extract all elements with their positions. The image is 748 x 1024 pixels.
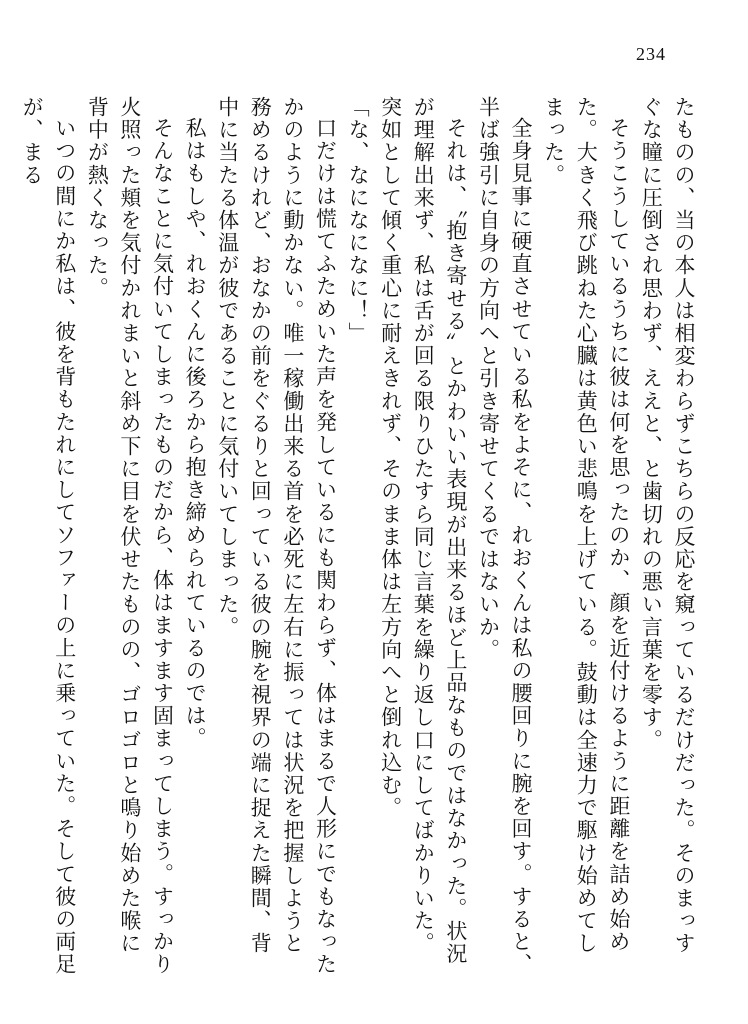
paragraph: 私はもしや、れおくんに後ろから抱き締められているのでは。: [183, 117, 208, 750]
page-number: 234: [636, 44, 666, 64]
paragraph: 突如として傾く重心に耐えきれず、そのまま体は左方向へと倒れ込む。: [378, 96, 403, 820]
paragraph: そんなことに気付いてしまったものだから、体はますます固まってしまう。すっかり火照った頬を気付かれまいと斜め下に目を伏せたものの、ゴロゴロと鳴り始めた喉に背中が熱くなった。: [85, 96, 175, 976]
paragraph: 口だけは慌てふためいた声を発しているにも関わらず、体はまるで人形にでもなったかのように動かない。唯一稼働出来る首を必死に左右に振っては状況を把握しようと務めるけれど、おなかの前をぐるりと回っている彼の腕を視界の端に捉えた瞬間、背中に当たる体温が彼であることに気付いてしまった。: [215, 96, 338, 976]
paragraph: それは、〝抱き寄せる〟とかわいい表現が出来るほど上品なものではなかった。状況が理解出来ず、私は舌が回る限りひたすら同じ言葉を繰り返し口にしてばかりいた。: [411, 96, 468, 966]
paragraph: 全身見事に硬直させている私をよそに、れおくんは私の腰回りに腕を回す。すると、半ば強引に自身の方向へと引き寄せてくるではないか。: [476, 96, 534, 976]
body-text: [20, 96, 700, 976]
paragraph: そうこうしているうちに彼は何を思ったのか、顔を近付けるように距離を詰め始めた。大きく飛び跳ねた心臓は黄色い悲鳴を上げている。鼓動は全速力で駆け始めてしまった。: [541, 96, 631, 955]
dialogue-line: 「な、なになになに！」: [346, 96, 371, 345]
paragraph: いつの間にか私は、彼を背もたれにしてソファーの上に乗っていた。そして彼の両足が、まる: [20, 96, 77, 976]
paragraph: たものの、当の本人は相変わらずこちらの反応を窺っているだけだった。そのまっすぐな瞳に圧倒され思わず、ええと、と歯切れの悪い言葉を零す。: [639, 96, 696, 955]
